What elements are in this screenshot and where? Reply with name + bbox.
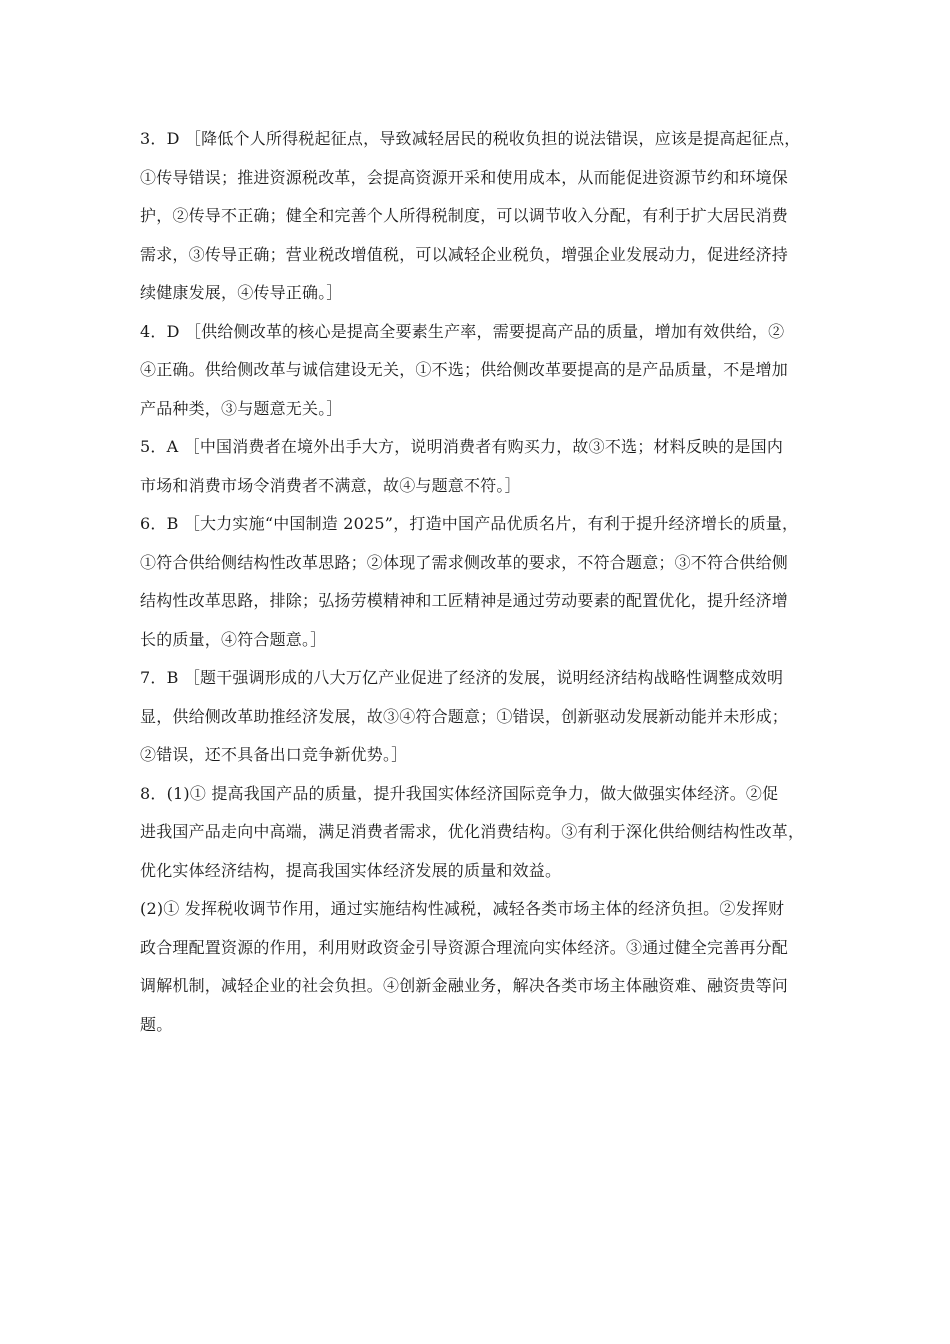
answer-content bbox=[140, 120, 820, 1044]
answer-line: 需求，③传导正确；营业税改增值税，可以减轻企业税负，增强企业发展动力，促进经济持 bbox=[140, 244, 789, 264]
answer-line: 长的质量，④符合题意。］ bbox=[140, 629, 327, 649]
answer-line: 进我国产品走向中高端，满足消费者需求，优化消费结构。③有利于深化供给侧结构性改革， bbox=[140, 822, 805, 841]
answer-line: 8．(1)① 提高我国产品的质量，提升我国实体经济国际竞争力，做大做强实体经济。②促 bbox=[140, 783, 779, 803]
answer-3 bbox=[140, 120, 820, 313]
answer-6 bbox=[140, 505, 820, 659]
answer-8-2 bbox=[140, 890, 820, 1044]
answer-line: 3．D ［降低个人所得税起征点，导致减轻居民的税收负担的说法错误，应该是提高起征点， bbox=[140, 129, 801, 148]
answer-4 bbox=[140, 313, 820, 429]
answer-line: 优化实体经济结构，提高我国实体经济发展的质量和效益。 bbox=[140, 860, 562, 880]
answer-7 bbox=[140, 659, 820, 775]
answer-line: 产品种类，③与题意无关。］ bbox=[140, 398, 343, 418]
answer-line: 结构性改革思路，排除；弘扬劳模精神和工匠精神是通过劳动要素的配置优化，提升经济增 bbox=[140, 591, 789, 610]
answer-line: 市场和消费市场令消费者不满意，故④与题意不符。］ bbox=[140, 475, 521, 495]
answer-line: 护，②传导不正确；健全和完善个人所得税制度，可以调节收入分配，有利于扩大居民消费 bbox=[140, 206, 789, 225]
answer-line: 题。 bbox=[140, 1014, 173, 1034]
answer-line: 6．B ［大力实施“中国制造 2025”，打造中国产品优质名片，有利于提升经济增长的质量， bbox=[140, 514, 799, 533]
answer-5 bbox=[140, 428, 820, 505]
answer-line: 续健康发展，④传导正确。］ bbox=[140, 283, 343, 302]
answer-line: 显，供给侧改革助推经济发展，故③④符合题意；①错误，创新驱动发展新动能并未形成； bbox=[140, 706, 789, 726]
answer-line: 4．D ［供给侧改革的核心是提高全要素生产率，需要提高产品的质量，增加有效供给，② bbox=[140, 321, 785, 341]
answer-line: ①传导错误；推进资源税改革，会提高资源开采和使用成本，从而能促进资源节约和环境保 bbox=[140, 167, 789, 187]
answer-8-1 bbox=[140, 775, 820, 891]
answer-line: (2)① 发挥税收调节作用，通过实施结构性减税，减轻各类市场主体的经济负担。②发挥财 bbox=[140, 899, 785, 918]
answer-line: 7．B ［题干强调形成的八大万亿产业促进了经济的发展，说明经济结构战略性调整成效明 bbox=[140, 668, 784, 687]
answer-line: 政合理配置资源的作用，利用财政资金引导资源合理流向实体经济。③通过健全完善再分配 bbox=[140, 937, 789, 957]
answer-line: 调解机制，减轻企业的社会负担。④创新金融业务，解决各类市场主体融资难、融资贵等问 bbox=[140, 976, 789, 995]
answer-line: ④正确。供给侧改革与诚信建设无关，①不选；供给侧改革要提高的是产品质量，不是增加 bbox=[140, 360, 789, 379]
answer-line: ②错误，还不具备出口竞争新优势。］ bbox=[140, 745, 408, 764]
answer-line: ①符合供给侧结构性改革思路；②体现了需求侧改革的要求，不符合题意；③不符合供给侧 bbox=[140, 552, 789, 572]
answer-line: 5．A ［中国消费者在境外出手大方，说明消费者有购买力，故③不选；材料反映的是国内 bbox=[140, 437, 784, 456]
